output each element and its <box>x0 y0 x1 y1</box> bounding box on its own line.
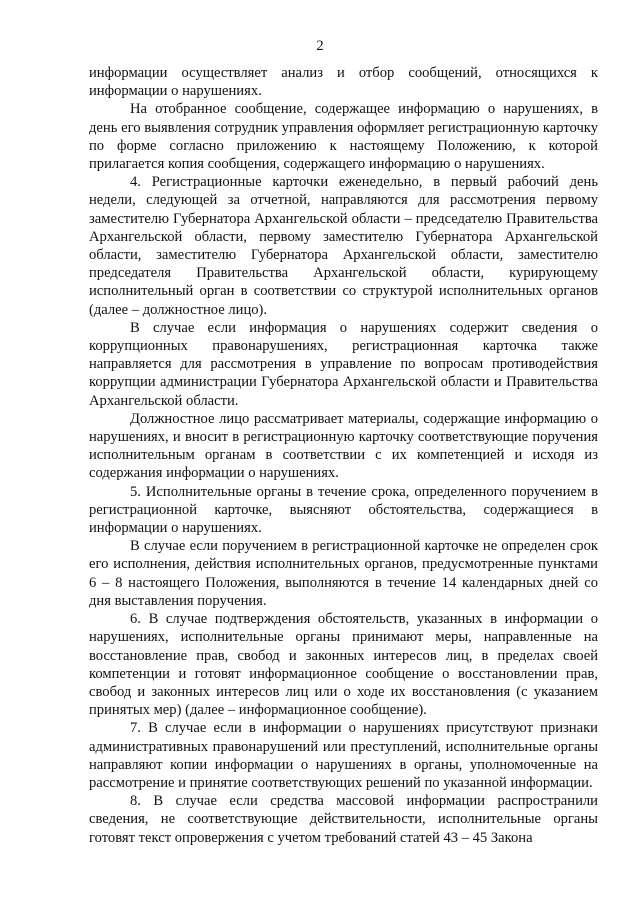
paragraph-deadline: В случае если поручением в регистрационной карточке не определен срок его исполнения, действия исполнительных органов, предусмотренные пунктами 6 – 8 настоящего Положения, выполняются в течение 14 календарных дней со дня выставления поручения. <box>89 538 598 609</box>
paragraph-item-5: 5. Исполнительные органы в течение срока, определенного поручением в регистрационной карточке, выясняют обстоятельства, содержащиеся в информации о нарушениях. <box>89 483 598 537</box>
paragraph-selected-message: На отобранное сообщение, содержащее информацию о нарушениях, в день его выявления сотрудник управления оформляет регистрационную карточку по форме согласно приложению к настоящему Положению, к которой прилагается копия сообщения, содержащего информацию о нарушениях. <box>89 101 598 173</box>
paragraph-official-review: Должностное лицо рассматривает материалы, содержащие информацию о нарушениях, и вносит в регистрационную карточку соответствующие поручения исполнительным органам в соответствии с их компетенцией и исходя из содержания информации о нарушениях. <box>89 410 598 482</box>
paragraph-item-7: 7. В случае если в информации о нарушениях присутствуют признаки административных правонарушений или преступлений, исполнительные органы направляют копии информации о нарушениях в органы, уполномоченные на рассмотрение и принятие соответствующих решений по указанной информации. <box>89 720 598 791</box>
paragraph-item-8: 8. В случае если средства массовой информации распространили сведения, не соответствующие действительности, исполнительные органы готовят текст опровержения с учетом требований статей 43 – 45 Закона <box>89 793 598 846</box>
paragraph-corruption-cases: В случае если информация о нарушениях содержит сведения о коррупционных правонарушениях, регистрационная карточка также направляется для рассмотрения в управление по вопросам противодействия коррупции администрации Губернатора Архангельской области и Правительства Архангельской области. <box>89 319 598 409</box>
paragraph-continuation: информации осуществляет анализ и отбор сообщений, относящихся к информации о нарушениях. <box>89 65 598 100</box>
paragraph-item-6: 6. В случае подтверждения обстоятельств, указанных в информации о нарушениях, исполнительные органы принимают меры, направленные на восстановление прав, свобод и законных интересов лиц, в пределах своей компетенции и готовят информационное сообщение о восстановлении прав, свобод и законных интересов лиц или о ходе их восстановления (с указанием принятых мер) (далее – информационное сообщение). <box>89 611 598 719</box>
document-body <box>89 64 598 847</box>
paragraph-item-4: 4. Регистрационные карточки еженедельно, в первый рабочий день недели, следующей за отчетной, направляются для рассмотрения первому заместителю Губернатора Архангельской области – председателю Правительства Архангельской области, первому заместителю Губернатора Архангельской области, заместителю Губернатора Архангельской области, заместителю председателя Правительства Архангельской области, курирующему исполнительный орган в соответствии со структурой исполнительных органов (далее – должностное лицо). <box>89 174 598 318</box>
page-number: 2 <box>316 38 324 54</box>
